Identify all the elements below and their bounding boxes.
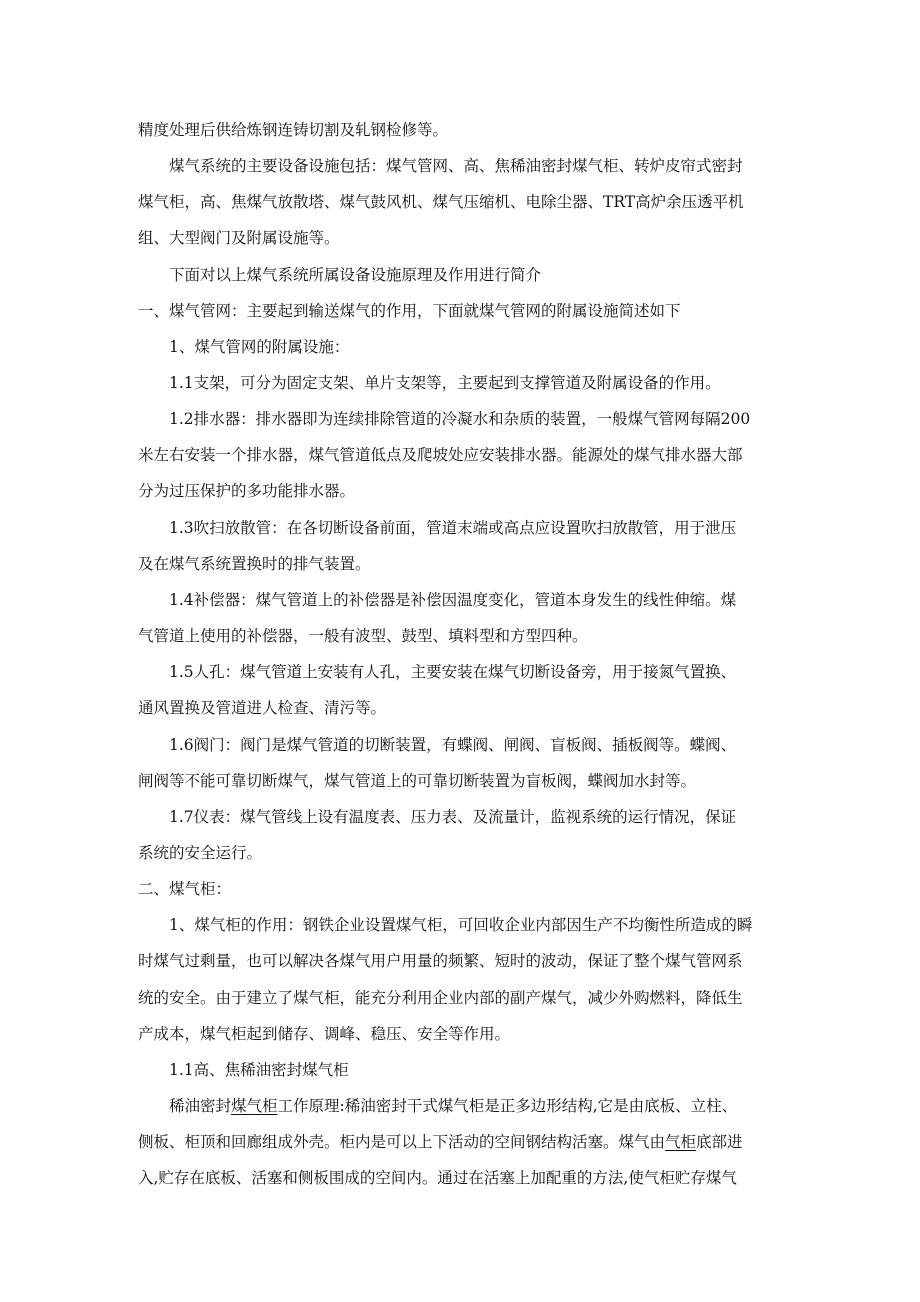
subsection-heading: 1.1高、焦稀油密封煤气柜 (138, 1061, 349, 1079)
text-line: 产成本，煤气柜起到储存、调峰、稳压、安全等作用。 (138, 1025, 511, 1043)
hyperlink-holder[interactable]: 气柜 (665, 1133, 697, 1151)
text-line: 下面对以上煤气系统所属设备设施原理及作用进行简介 (138, 266, 542, 284)
text-run: 稀油密封 (138, 1097, 232, 1115)
text-line: 气管道上使用的补偿器，一般有波型、鼓型、填料型和方型四种。 (138, 627, 588, 645)
text-line (138, 1096, 737, 1116)
text-line (138, 1132, 743, 1152)
text-line: 组、大型阀门及附属设施等。 (138, 229, 340, 247)
hyperlink-gas-holder[interactable]: 煤气柜 (231, 1097, 278, 1115)
text-line: 系统的安全运行。 (138, 844, 263, 862)
text-line: 1.7仪表：煤气管线上设有温度表、压力表、及流量计，监视系统的运行情况，保证 (138, 808, 737, 826)
text-line: 1.1支架，可分为固定支架、单片支架等，主要起到支撑管道及附属设备的作用。 (138, 374, 721, 392)
text-line: 精度处理后供给炼钢连铸切割及轧钢检修等。 (138, 121, 449, 139)
text-line: 1.3吹扫放散管：在各切断设备前面，管道末端或高点应设置吹扫放散管，用于泄压 (138, 519, 737, 537)
text-line: 1、煤气柜的作用：钢铁企业设置煤气柜，可回收企业内部因生产不均衡性所造成的瞬 (138, 916, 753, 934)
text-run: 底部进 (696, 1133, 743, 1151)
text-line: 入,贮存在底板、活塞和侧板围成的空间内。通过在活塞上加配重的方法,使气柜贮存煤气 (138, 1169, 737, 1187)
text-line: 统的安全。由于建立了煤气柜，能充分利用企业内部的副产煤气，减少外购燃料，降低生 (138, 989, 743, 1007)
section-heading: 一、煤气管网：主要起到输送煤气的作用，下面就煤气管网的附属设施简述如下 (138, 302, 681, 320)
subsection-heading: 1、煤气管网的附属设施： (138, 338, 350, 356)
text-line: 闸阀等不能可靠切断煤气，煤气管道上的可靠切断装置为盲板阀，蝶阀加水封等。 (138, 772, 697, 790)
text-line: 煤气柜，高、焦煤气放散塔、煤气鼓风机、煤气压缩机、电除尘器、TRT高炉余压透平机 (138, 193, 744, 211)
text-line: 时煤气过剩量，也可以解决各煤气用户用量的频繁、短时的波动，保证了整个煤气管网系 (138, 952, 743, 970)
text-line: 1.2排水器：排水器即为连续排除管道的冷凝水和杂质的装置，一般煤气管网每隔200 (138, 410, 751, 428)
text-run: 侧板、柜顶和回廊组成外壳。柜内是可以上下活动的空间钢结构活塞。煤气由 (138, 1133, 666, 1151)
text-line: 米左右安装一个排水器，煤气管道低点及爬坡处应安装排水器。能源处的煤气排水器大部 (138, 446, 743, 464)
text-line: 煤气系统的主要设备设施包括：煤气管网、高、焦稀油密封煤气柜、转炉皮帘式密封 (138, 157, 743, 175)
text-line: 1.6阀门：阀门是煤气管道的切断装置，有蝶阀、闸阀、盲板阀、插板阀等。蝶阀、 (138, 736, 737, 754)
section-heading: 二、煤气柜： (138, 880, 232, 898)
text-line: 通风置换及管道进人检查、清污等。 (138, 699, 387, 717)
text-line: 分为过压保护的多功能排水器。 (138, 482, 356, 500)
text-line: 1.4补偿器：煤气管道上的补偿器是补偿因温度变化，管道本身发生的线性伸缩。煤 (138, 591, 737, 609)
text-line: 1.5人孔：煤气管道上安装有人孔，主要安装在煤气切断设备旁，用于接氮气置换、 (138, 663, 737, 681)
text-line: 及在煤气系统置换时的排气装置。 (138, 555, 371, 573)
text-run: 工作原理:稀油密封干式煤气柜是正多边形结构,它是由底板、立柱、 (277, 1097, 738, 1115)
